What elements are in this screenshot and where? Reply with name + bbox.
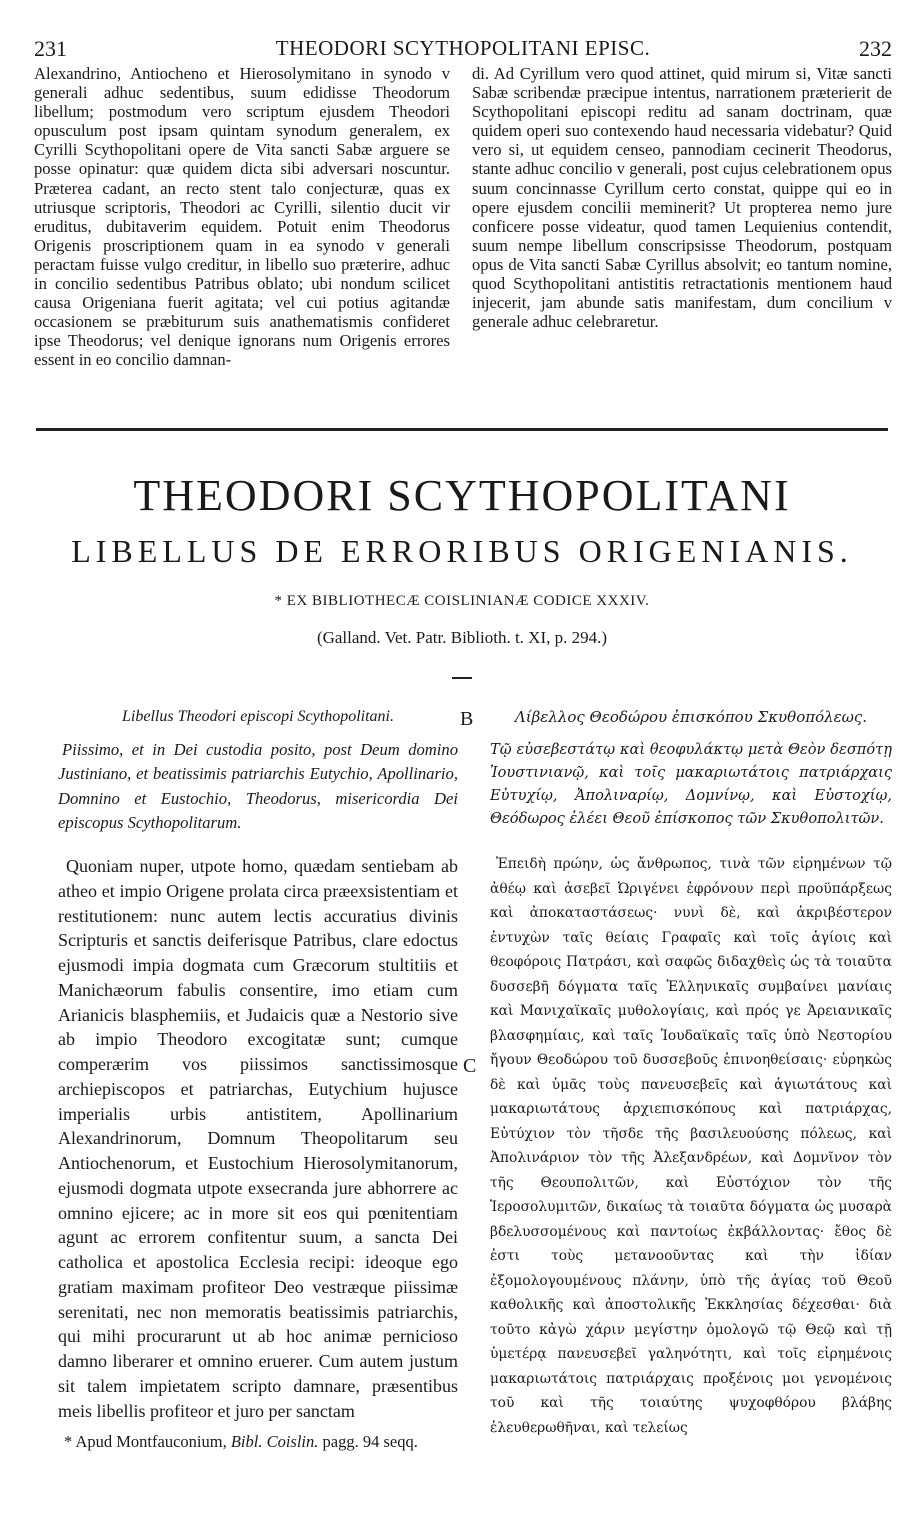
- top-right-column-text: di. Ad Cyrillum vero quod attinet, quid mirum si, Vitæ sancti Sabæ scribendæ præcipue intentus, narrationem præterierit de Scythopolitani episcopi reditu ad sanam doctrinam, quæ quidem operi suo contexendo haud necessaria videbatur? Quid vero si, ut equidem censeo, pannodiam cecinerit Theodorus, stante adhuc concilio v generali, post cujus celebrationem opus suum concinnasse Cyrillum certo constat, quippe qui eo in opere ejusdem concilii meminerit? Ut propterea nemo jure conficere posse videatur, quod tamen Lequienius contendit, suum nempe libellum conscripsisse Theodorum, postquam opus de Vita sancti Sabæ Cyrillus absolvit; eo tantum nomine, quod Scythopolitani antistitis retractationis mentionem haud injecerit, jam abunde satis manifestam, dum concilium v generale adhuc celebraretur.: [472, 64, 892, 332]
- footnote: [64, 1432, 418, 1452]
- galland-reference: (Galland. Vet. Patr. Biblioth. t. XI, p. 294.): [316, 628, 608, 647]
- sub-title: LIBELLUS DE ERRORIBUS ORIGENIANIS.: [71, 533, 853, 569]
- greek-heading: Λίβελλος Θεοδώρου ἐπισκόπου Σκυθοπόλεως.: [514, 708, 868, 726]
- margin-marker-b: B: [460, 708, 474, 730]
- running-title: THEODORI SCYTHOPOLITANI EPISC.: [275, 36, 651, 60]
- latin-body: Quoniam nuper, utpote homo, quædam sentiebam ab atheo et impio Origene prolata circa præexsistentiam et restitutionem: nunc autem lectis accuratius divinis Scripturis et sanctis deiferisque Patribus, clare edoctus ejusmodi impia dogmata cum Græcorum stultitiis et Manichæorum fabulis consentire, imo etiam cum Arianicis blasphemiis, et Judaicis quæ a Nestorio sive ab impio Theodoro excogitatæ sunt; cumque comperærim vos piissimos sanctissimosque archiepiscopos et patriarchas, Eutychium hujusce imperialis urbis antistitem, Apollinarium Alexandrinorum, Domnum Theopolitarum seu Antiochenorum, et Eustochium Hierosolymitanorum, ejusmodi dogmata utpote exsecranda jure abhorrere ac omnino ejicere; ac in more sit eos qui pœnitentiam agunt ac errorem confitentur suum, a sancta Dei catholica et apostolica Ecclesia recipi: ideoque ego gratiam maximam profiteor Deo vestræque piissimæ serenitati, nec non memoratis beatissimis patriarchis, qui mihi procurarunt ut ab hoc animæ pernicioso damno liberarer et omnino eruerer. Cum autem justum sit talem impietatem scripto damnare, præsentibus meis libellis profiteor et juro per sanctam: [58, 856, 458, 1421]
- page-number-right: 232: [859, 36, 892, 61]
- page-number-left: 231: [34, 36, 67, 61]
- margin-marker-c: C: [463, 1055, 477, 1077]
- greek-body: Ἐπειδὴ πρώην, ὡς ἄνθρωπος, τινὰ τῶν εἰρημένων τῷ ἀθέῳ καὶ ἀσεβεῖ Ὠριγένει ἐφρόνουν περὶ προϋπάρξεως καὶ ἀποκαταστάσεως· νυνὶ δὲ, καὶ ἀκριβέστερον ἐντυχὼν ταῖς θείαις Γραφαῖς καὶ τοῖς ἁγίοις καὶ θεοφόροις Πατράσι, καὶ σαφῶς διδαχθεὶς ὡς τὰ τοιαῦτα δυσσεβῆ δόγματα ταῖς Ἑλληνικαῖς συμβαίνει μανίαις καὶ Μανιχαϊκαῖς μυθολογίαις, καὶ πρός γε Ἀρειανικαῖς βλασφημίαις, καὶ ταῖς Ἰουδαϊκαῖς ταῖς ὑπὸ Νεστορίου ἤγουν Θεοδώρου τοῦ δυσσεβοῦς ἐπινοηθείσαις· εὑρηκὼς δὲ καὶ ὑμᾶς τοὺς πανευσεβεῖς καὶ ἁγιωτάτους καὶ μακαριωτάτους ἀρχιεπισκόπους καὶ πατριάρχας, Εὐτύχιον τὸν τῆσδε τῆς βασιλευούσης πόλεως, καὶ Ἀπολινάριον τὸν τῆς Ἀλεξανδρέων, καὶ Δομνῖνον τὸν τῆς Θεουπολιτῶν, καὶ Εὐστόχιον τὸν τῆς Ἱεροσολυμιτῶν, δικαίως τὰ τοιαῦτα δόγματα ὡς μυσαρὰ βδελυσσομένους καὶ παντοίως ἐκβάλλοντας· ἔθος δὲ ἐστι τοὺς μετανοοῦντας καὶ τὴν ἰδίαν ἐξομολογουμένους πλάνην, ὑπὸ τῆς ἁγίας τοῦ Θεοῦ καθολικῆς καὶ ἀποστολικῆς Ἐκκλησίας δέχεσθαι· διὰ τοῦτο κἀγὼ χάριν μεγίστην ὁμολογῶ τῷ Θεῷ καὶ τῇ ὑμετέρᾳ πανευσεβεῖ γαληνότητι, καὶ τοῖς εἰρημένοις μακαριωτάτοις πατριάρχαις προξένοις μοι γενομένοις τοῦ καὶ τῆς τοιαύτης ψυχοφθόρου βλάβης ἐλευθερωθῆναι, καὶ τελείως: [490, 856, 892, 1436]
- title-dash: [452, 677, 472, 679]
- source-line: * EX BIBLIOTHECÆ COISLINIANÆ CODICE XXXIV.: [274, 593, 650, 609]
- greek-address: Τῷ εὐσεβεστάτῳ καὶ θεοφυλάκτῳ μετὰ Θεὸν δεσπότῃ Ἰουστινιανῷ, καὶ τοῖς μακαριωτάτοις πατριάρχαις Εὐτυχίῳ, Ἀπολιναρίῳ, Δομνίνῳ, καὶ Εὐστοχίῳ, Θεόδωρος ἐλέει Θεοῦ ἐπίσκοπος τῶν Σκυθοπολιτῶν.: [490, 741, 892, 827]
- footnote-suffix: pagg. 94 seqq.: [322, 1432, 418, 1451]
- running-head: [34, 36, 892, 62]
- footnote-prefix: * Apud Montfauconium,: [64, 1432, 227, 1451]
- latin-address: Piissimo, et in Dei custodia posito, post Deum domino Justiniano, et beatissimis patriarchis Eutychio, Apollinario, Domnino et Eustochio, Theodorus, misericordia Dei episcopus Scythopolitarum.: [58, 740, 458, 833]
- footnote-italic: Bibl. Coislin.: [230, 1432, 319, 1451]
- latin-heading: Libellus Theodori episcopi Scythopolitani.: [122, 708, 394, 725]
- top-left-column-text: Alexandrino, Antiocheno et Hierosolymitano in synodo v generali adhuc sedentibus, suum edidisse Theodorum libellum; postmodum vero scriptum ejusdem Theodori opusculum post ipsam quintam synodum generalem, ex Cyrilli Scythopolitani opere de Vita sancti Sabæ arguere se posse opinatur: quæ quidem dicta sibi adversari noscuntur. Præterea cadant, an recto stent talo conjecturæ, quas ex utriusque scriptoris, Theodori ac Cyrilli, silentio ducit vir eruditus, dubitaverim equidem. Potuit enim Theodorus Origenis proscriptionem quam in ea synodo v generali peractam fuisse vulgo creditur, in libello suo præterire, adhuc in concilio sedentibus Patribus oblato; ubi nondum scilicet causa Origeniana fuerit agitata; vel cui potius agitandæ occasionem se præbiturum suis anathematismis confideret ipse Theodorus; vel denique ignorans num Origenis errores essent in eo concilio damnan-: [34, 64, 450, 370]
- section-divider: [36, 428, 888, 431]
- main-title: THEODORI SCYTHOPOLITANI: [133, 471, 791, 520]
